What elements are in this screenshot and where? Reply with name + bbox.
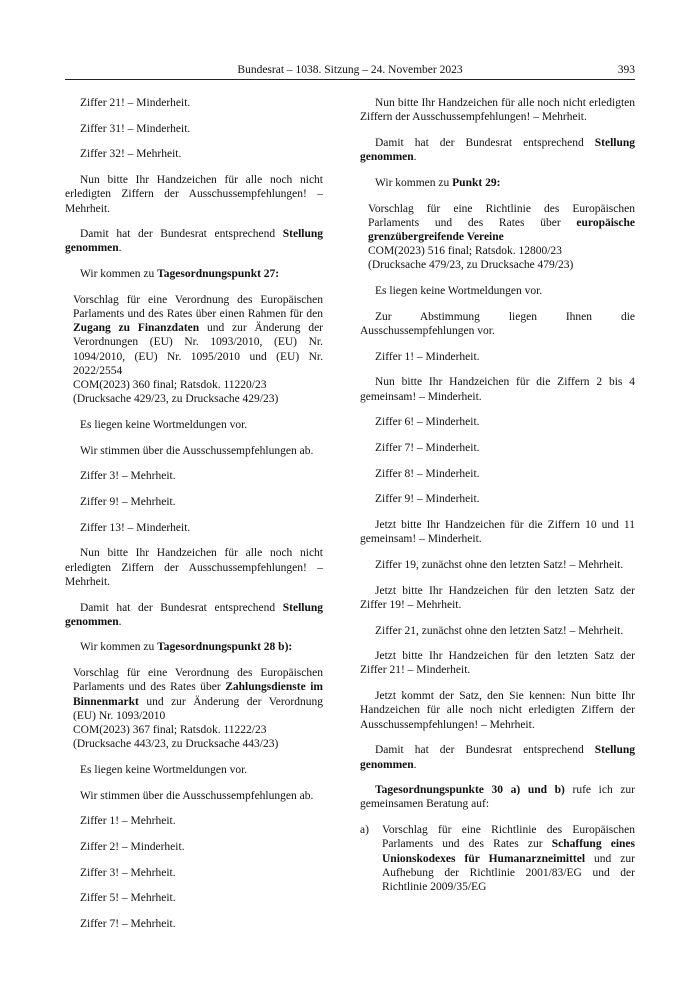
right-column: [360, 96, 635, 894]
paragraph: Jetzt kommt der Satz, den Sie kennen: Nun bitte Ihr Handzeichen für alle noch nicht erledigten Ziffern der Ausschussempfehlungen! – Mehrheit.: [360, 690, 635, 731]
agenda-item-heading: Wir kommen zu Punkt 29:: [375, 176, 501, 189]
paragraph: Ziffer 9! – Minderheit.: [375, 493, 480, 506]
paragraph: Ziffer 32! – Mehrheit.: [80, 148, 182, 161]
paragraph: Ziffer 1! – Minderheit.: [375, 350, 480, 363]
header-title: Bundesrat – 1038. Sitzung – 24. November 2023: [237, 64, 463, 76]
paragraph: Ziffer 5! – Mehrheit.: [80, 892, 176, 905]
agenda-item-heading: Wir kommen zu Tagesordnungspunkt 28 b):: [80, 641, 293, 654]
paragraph: Nun bitte Ihr Handzeichen für alle noch nicht erledigten Ziffern der Ausschussempfehlungen! – Mehrheit.: [65, 547, 323, 588]
paragraph: Zur Abstimmung liegen Ihnen die Ausschussempfehlungen vor.: [360, 310, 635, 337]
paragraph: Damit hat der Bundesrat entsprechend Stellung genommen.: [65, 601, 323, 628]
paragraph: Damit hat der Bundesrat entsprechend Stellung genommen.: [360, 744, 635, 771]
list-item: [360, 823, 635, 894]
paragraph: Jetzt bitte Ihr Handzeichen für den letzten Satz der Ziffer 19! – Mehrheit.: [360, 584, 635, 611]
paragraph: Ziffer 3! – Mehrheit.: [80, 470, 176, 483]
paragraph: Wir stimmen über die Ausschussempfehlungen ab.: [80, 444, 314, 457]
proposal-block: Vorschlag für eine Verordnung des Europäischen Parlaments und des Rates über Zahlungsdienste im Binnenmarkt und zur Änderung der Verordnung (EU) Nr. 1093/2010 COM(2023) 367 final; Ratsdok. 11222/23 (Drucksache 443/23, zu Drucksache 443/23): [73, 667, 323, 751]
paragraph: Ziffer 13! – Minderheit.: [80, 521, 191, 534]
paragraph: Wir stimmen über die Ausschussempfehlungen ab.: [80, 789, 314, 802]
header-rule: [65, 79, 635, 80]
paragraph: Ziffer 7! – Minderheit.: [375, 441, 480, 454]
paragraph: Ziffer 19, zunächst ohne den letzten Satz! – Mehrheit.: [375, 558, 624, 571]
paragraph: Ziffer 31! – Minderheit.: [80, 122, 191, 135]
paragraph: Es liegen keine Wortmeldungen vor.: [80, 418, 248, 431]
paragraph: Nun bitte Ihr Handzeichen für die Ziffern 2 bis 4 gemeinsam! – Minderheit.: [360, 376, 635, 403]
paragraph: Jetzt bitte Ihr Handzeichen für den letzten Satz der Ziffer 21! – Minderheit.: [360, 650, 635, 677]
paragraph: Ziffer 3! – Mehrheit.: [80, 866, 176, 879]
list-label: a): [360, 824, 369, 837]
paragraph: Nun bitte Ihr Handzeichen für alle noch nicht erledigten Ziffern der Ausschussempfehlungen! – Mehrheit.: [360, 97, 635, 124]
page-number: 393: [617, 64, 635, 76]
paragraph: Jetzt bitte Ihr Handzeichen für die Ziffern 10 und 11 gemeinsam! – Minderheit.: [360, 519, 635, 546]
agenda-item-heading: Wir kommen zu Tagesordnungspunkt 27:: [80, 268, 280, 281]
paragraph: Ziffer 6! – Minderheit.: [375, 416, 480, 429]
paragraph: Ziffer 7! – Mehrheit.: [80, 918, 176, 931]
paragraph: Ziffer 8! – Minderheit.: [375, 467, 480, 480]
paragraph: Ziffer 21, zunächst ohne den letzten Satz! – Mehrheit.: [375, 624, 624, 637]
paragraph: Ziffer 9! – Mehrheit.: [80, 496, 176, 509]
paragraph: Es liegen keine Wortmeldungen vor.: [80, 763, 248, 776]
paragraph: Ziffer 1! – Mehrheit.: [80, 815, 176, 828]
paragraph: Damit hat der Bundesrat entsprechend Stellung genommen.: [65, 228, 323, 255]
paragraph: Ziffer 21! – Minderheit.: [80, 97, 191, 109]
paragraph: Damit hat der Bundesrat entsprechend Stellung genommen.: [360, 136, 635, 164]
proposal-block: Vorschlag für eine Verordnung des Europäischen Parlaments und des Rates über einen Rahmen für den Zugang zu Finanzdaten und zur Änderung der Verordnungen (EU) Nr. 1093/2010, (EU) Nr. 1094/2010, (EU) Nr. 1095/2010 und (EU) Nr. 2022/2554 COM(2023) 360 final; Ratsdok. 11220/23 (Drucksache 429/23, zu Drucksache 429/23): [73, 293, 323, 406]
left-column: [65, 96, 323, 943]
paragraph: Es liegen keine Wortmeldungen vor.: [375, 285, 543, 298]
page-header: [65, 64, 635, 80]
paragraph: Ziffer 2! – Minderheit.: [80, 841, 185, 854]
list-text: Vorschlag für eine Richtlinie des Europäischen Parlaments und des Rates zur Schaffung eines Unionskodexes für Humanarzneimittel und zur Aufhebung der Richtlinie 2001/83/EG und der Richtlinie 2009/35/EG: [382, 824, 635, 893]
agenda-item-heading: Tagesordnungspunkte 30 a) und b) rufe ich zur gemeinsamen Beratung auf:: [360, 784, 635, 811]
paragraph: Nun bitte Ihr Handzeichen für alle noch nicht erledigten Ziffern der Ausschussempfehlungen! – Mehrheit.: [65, 174, 323, 215]
proposal-block: Vorschlag für eine Richtlinie des Europäischen Parlaments und des Rates über europäische grenzübergreifende Vereine COM(2023) 516 final; Ratsdok. 12800/23 (Drucksache 479/23, zu Drucksache 479/23): [368, 202, 635, 272]
